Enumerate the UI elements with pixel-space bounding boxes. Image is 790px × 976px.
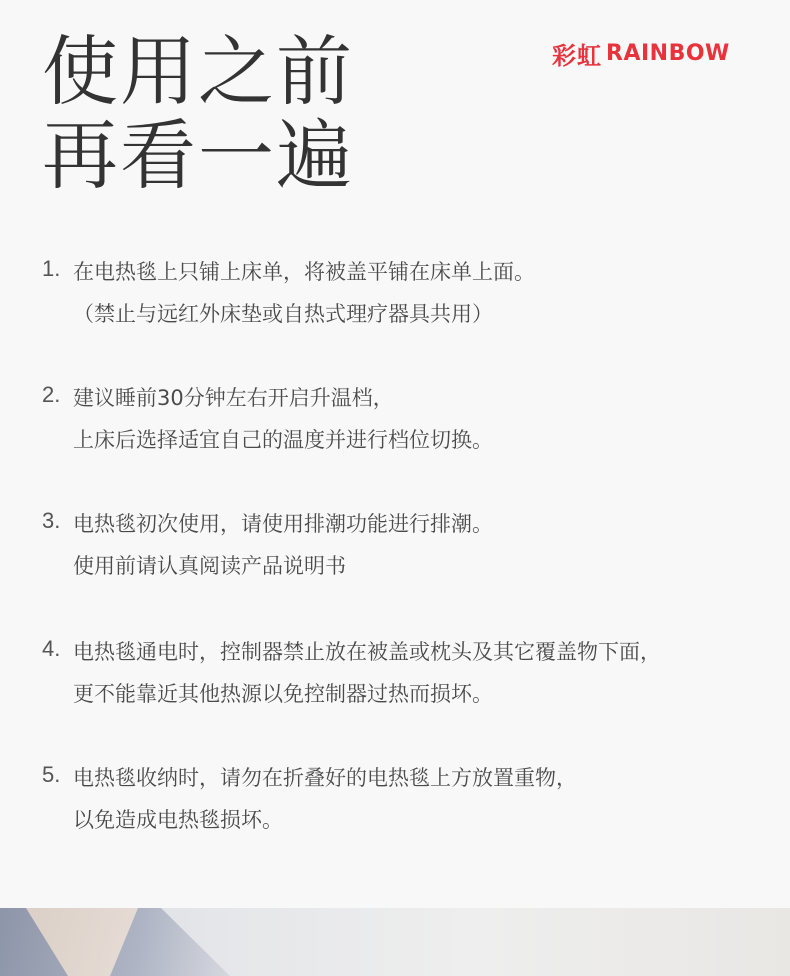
item-number: 2. [42,382,61,407]
item-text: 电热毯初次使用，请使用排潮功能进行排潮。 [73,512,493,536]
item-number: 5. [42,762,61,787]
item-text: 更不能靠近其他热源以免控制器过热而损坏。 [73,682,493,706]
product-photo [0,908,790,976]
page-title [42,27,354,200]
item-text: 在电热毯上只铺上床单，将被盖平铺在床单上面。 [73,260,535,284]
brand-name-en: RAINBOW [606,41,730,66]
item-text: 上床后选择适宜自己的温度并进行档位切换。 [73,428,493,452]
item-number: 4. [42,636,61,661]
item-text: 电热毯收纳时，请勿在折叠好的电热毯上方放置重物， [73,766,577,790]
item-text: 电热毯通电时，控制器禁止放在被盖或枕头及其它覆盖物下面， [73,640,661,664]
item-text: 建议睡前30分钟左右开启升温档， [73,386,394,410]
item-number: 3. [42,508,61,533]
title-line-1: 使用之前 [42,27,354,116]
item-text: （禁止与远红外床垫或自热式理疗器具共用） [73,302,493,326]
title-line-2: 再看一遍 [42,111,354,200]
brand-logo [552,36,730,71]
item-text: 使用前请认真阅读产品说明书 [73,554,346,578]
item-text: 以免造成电热毯损坏。 [73,808,283,832]
item-number: 1. [42,256,61,281]
brand-name-cn: 彩虹 [552,42,602,70]
